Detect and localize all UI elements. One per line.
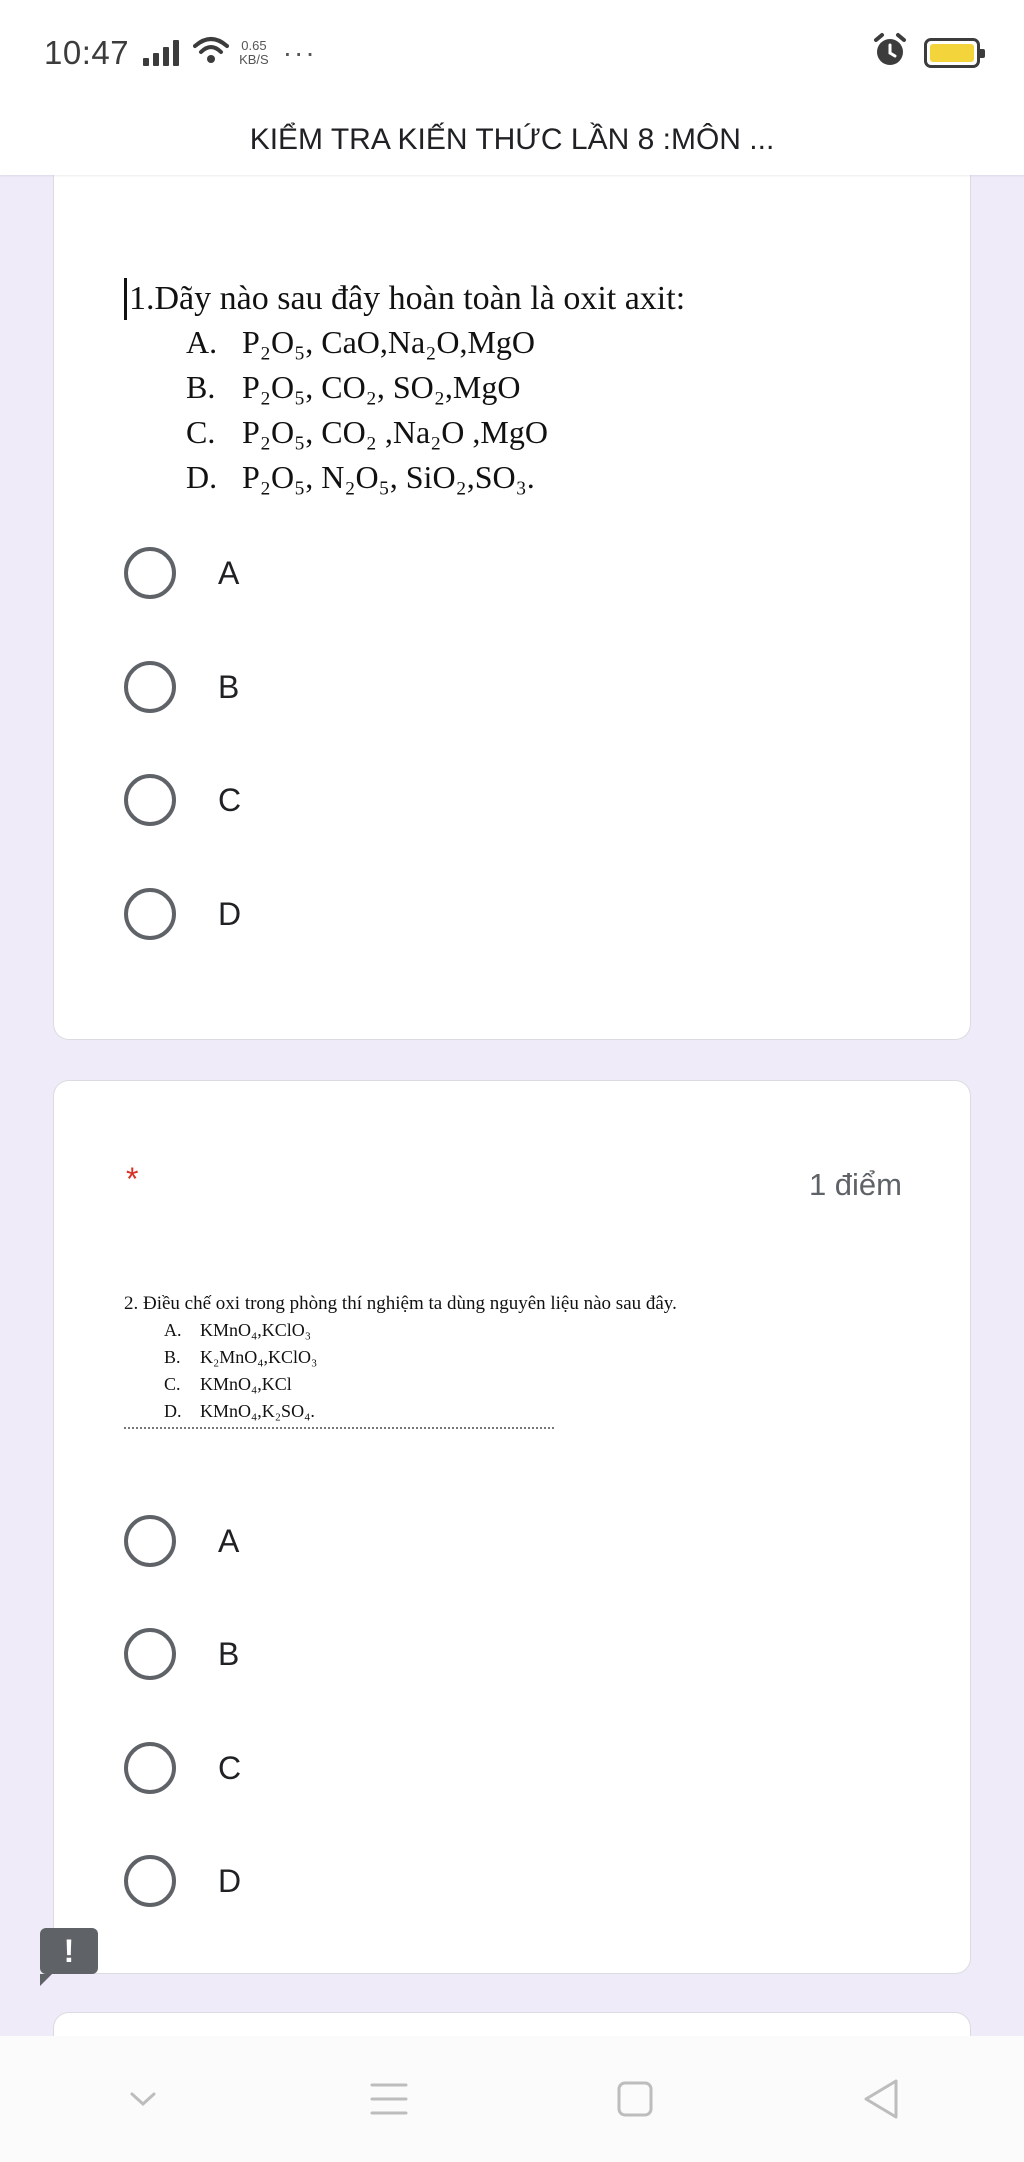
option-text: KMnO₄,KCl	[200, 1374, 292, 1394]
radio-label: A	[218, 1522, 240, 1559]
question-option-line	[164, 1317, 884, 1344]
option-letter: A.	[164, 1320, 182, 1340]
status-time: 10:47	[44, 33, 130, 71]
option-text: KMnO₄,K₂SO₄.	[200, 1401, 315, 1421]
radio-button[interactable]	[124, 547, 176, 599]
question-option-line	[164, 1371, 884, 1398]
system-navigation-bar	[0, 2036, 1024, 2162]
status-bar	[0, 0, 1024, 105]
radio-option-a[interactable]	[124, 538, 624, 608]
form-header	[0, 105, 1024, 175]
form-title: KIỂM TRA KIẾN THỨC LẦN 8 :MÔN ...	[249, 123, 775, 156]
question-card-1	[53, 150, 971, 1040]
triangle-back-icon	[862, 2078, 900, 2120]
chevron-down-icon	[128, 2089, 158, 2109]
battery-icon	[924, 38, 980, 68]
radio-option-d[interactable]	[124, 1846, 624, 1916]
option-text: P₂O₅, CO₂, SO₂,MgO	[242, 369, 521, 405]
report-problem-button[interactable]	[40, 1928, 98, 1974]
square-icon	[616, 2080, 654, 2118]
radio-option-d[interactable]	[124, 879, 624, 949]
home-button[interactable]	[595, 2059, 675, 2139]
question-option-line	[186, 320, 904, 365]
option-letter: B.	[186, 369, 216, 405]
radio-label: B	[218, 1635, 240, 1672]
question-stem	[124, 278, 904, 320]
radio-option-c[interactable]	[124, 1733, 624, 1803]
option-letter: D.	[164, 1401, 182, 1421]
question-stem-text: 2. Điều chế oxi trong phòng thí nghiệm ta dùng nguyên liệu nào sau đây.	[124, 1293, 677, 1314]
radio-button[interactable]	[124, 1742, 176, 1794]
radio-option-b[interactable]	[124, 1619, 624, 1689]
points-label: 1 điểm	[808, 1167, 902, 1202]
radio-option-b[interactable]	[124, 652, 624, 722]
option-letter: D.	[186, 459, 218, 495]
radio-button[interactable]	[124, 1515, 176, 1567]
option-text: P₂O₅, CO₂ ,Na₂O ,MgO	[242, 414, 548, 450]
image-cut-edge	[124, 1427, 554, 1433]
collapse-button[interactable]	[103, 2059, 183, 2139]
option-letter: C.	[164, 1374, 181, 1394]
radio-label: B	[218, 668, 240, 705]
exclamation-icon: !	[63, 1932, 75, 1969]
wifi-icon	[193, 36, 229, 69]
question-image-1	[124, 278, 904, 500]
menu-icon	[369, 2081, 409, 2117]
question-card-2	[53, 1080, 971, 1974]
radio-label: A	[218, 554, 240, 591]
back-button[interactable]	[841, 2059, 921, 2139]
network-speed	[239, 39, 269, 67]
required-marker: *	[126, 1161, 139, 1197]
question-image-2	[124, 1291, 884, 1433]
network-speed-unit: KB/S	[239, 51, 269, 67]
radio-label: D	[218, 1862, 242, 1899]
radio-button[interactable]	[124, 774, 176, 826]
radio-option-c[interactable]	[124, 765, 624, 835]
option-text: P₂O₅, N₂O₅, SiO₂,SO₃.	[242, 459, 535, 495]
question-option-line	[164, 1398, 884, 1425]
option-text: P₂O₅, CaO,Na₂O,MgO	[242, 324, 536, 360]
more-notifications-icon: ···	[282, 36, 317, 68]
question-option-line	[186, 365, 904, 410]
alarm-icon	[872, 32, 908, 73]
signal-icon	[143, 40, 179, 66]
network-speed-value: 0.65	[241, 37, 267, 53]
radio-button[interactable]	[124, 661, 176, 713]
radio-label: D	[218, 895, 242, 932]
radio-button[interactable]	[124, 1628, 176, 1680]
question-option-line	[186, 410, 904, 455]
radio-button[interactable]	[124, 888, 176, 940]
option-letter: C.	[186, 414, 216, 450]
radio-option-a[interactable]	[124, 1506, 624, 1576]
option-letter: B.	[164, 1347, 181, 1367]
question-option-line	[164, 1344, 884, 1371]
text-cursor	[124, 278, 127, 320]
question-stem-text: 1.Dãy nào sau đây hoàn toàn là oxit axit:	[129, 280, 686, 317]
option-letter: A.	[186, 324, 218, 360]
menu-button[interactable]	[349, 2059, 429, 2139]
option-text: KMnO₄,KClO₃	[200, 1320, 312, 1340]
option-text: K₂MnO₄,KClO₃	[200, 1347, 318, 1367]
radio-button[interactable]	[124, 1855, 176, 1907]
radio-label: C	[218, 781, 242, 818]
question-option-line	[186, 455, 904, 500]
radio-label: C	[218, 1749, 242, 1786]
